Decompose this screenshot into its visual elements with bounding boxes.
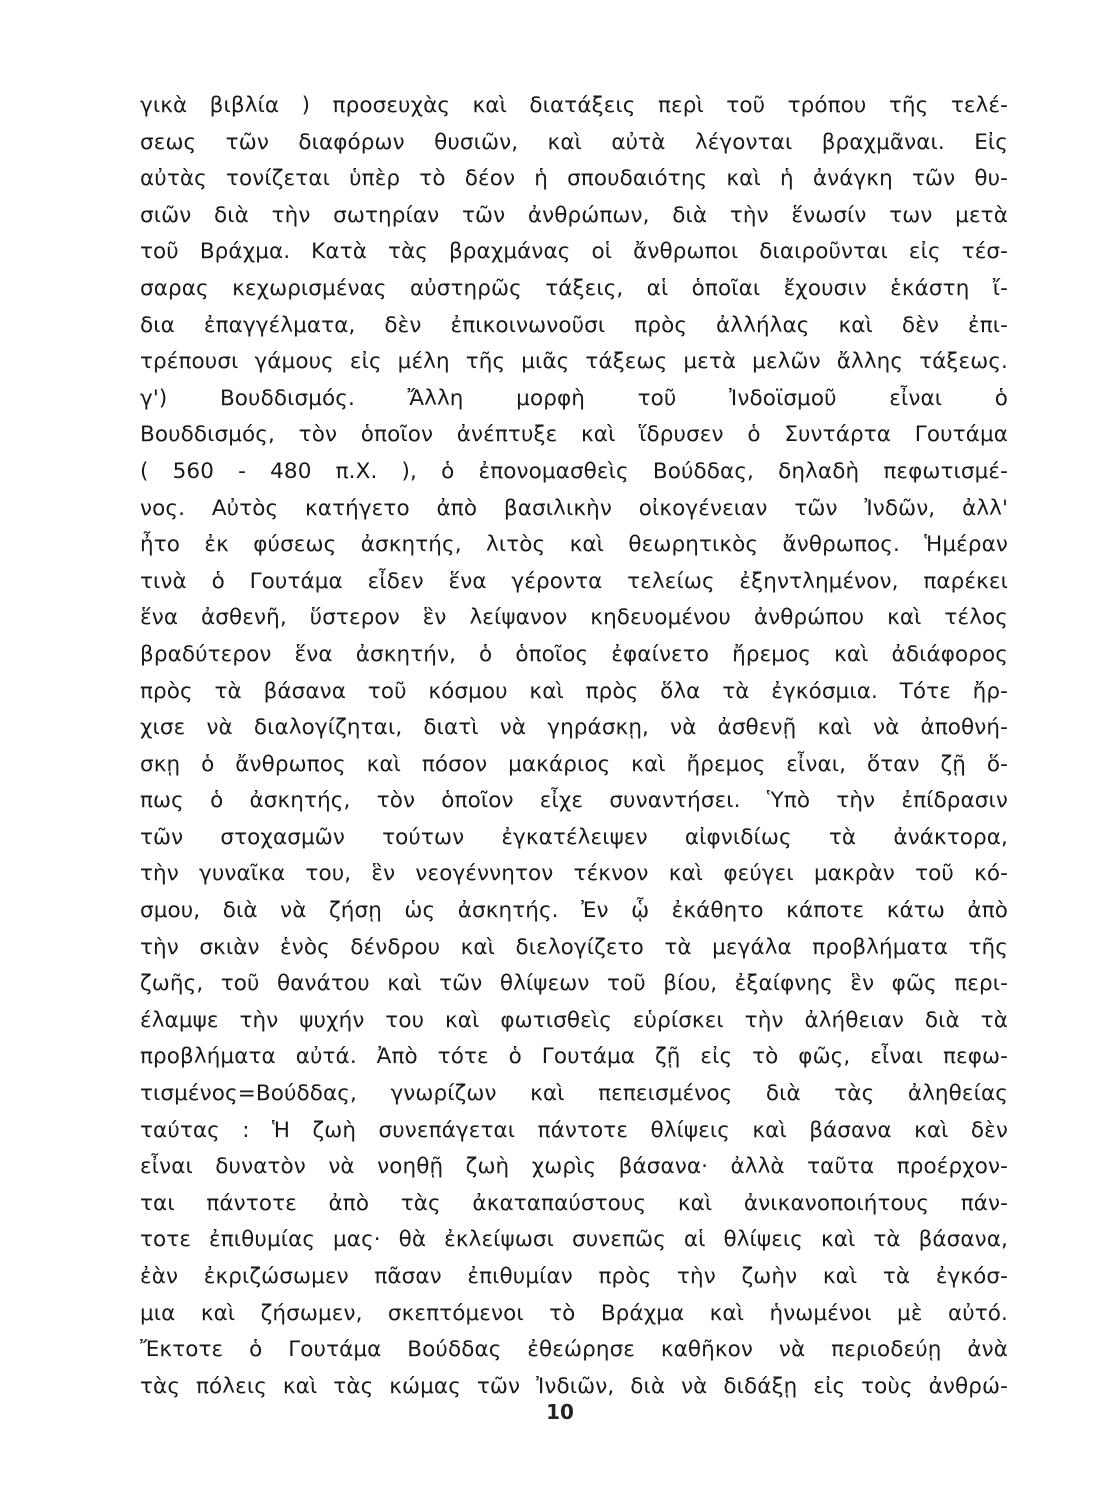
body-text xyxy=(140,88,1008,1405)
text-line: γ') Βουδδισμός. Ἄλλη μορφὴ τοῦ Ἰνδοϊσμοῦ εἶναι ὁ xyxy=(140,385,1008,411)
text-line: ἕνα ἀσθενῆ, ὕστερον ἓν λείψανον κηδευομένου ἀνθρώπου καὶ τέλος xyxy=(140,605,1008,631)
text-line: ταύτας : Ἡ ζωὴ συνεπάγεται πάντοτε θλίψεις καὶ βάσανα καὶ δὲν xyxy=(140,1117,1008,1143)
text-line: εἶναι δυνατὸν νὰ νοηθῇ ζωὴ χωρὶς βάσανα· ἀλλὰ ταῦτα προέρχον- xyxy=(140,1154,1008,1180)
text-line: τὴν σκιὰν ἑνὸς δένδρου καὶ διελογίζετο τὰ μεγάλα προβλήματα τῆς xyxy=(140,934,1008,960)
text-line: πως ὁ ἀσκητής, τὸν ὁποῖον εἶχε συναντήσει. Ὑπὸ τὴν ἐπίδρασιν xyxy=(140,788,1008,814)
text-line: χισε νὰ διαλογίζηται, διατὶ νὰ γηράσκῃ, νὰ ἀσθενῇ καὶ νὰ ἀποθνή- xyxy=(140,715,1008,741)
text-line: τοῦ Βράχμα. Κατὰ τὰς βραχμάνας οἱ ἄνθρωποι διαιροῦνται εἰς τέσ- xyxy=(140,239,1008,265)
text-line: ἐὰν ἐκριζώσωμεν πᾶσαν ἐπιθυμίαν πρὸς τὴν ζωὴν καὶ τὰ ἐγκόσ- xyxy=(140,1264,1008,1289)
text-line: δια ἐπαγγέλματα, δὲν ἐπικοινωνοῦσι πρὸς ἀλλήλας καὶ δὲν ἐπι- xyxy=(140,312,1008,338)
text-line: ἦτο ἐκ φύσεως ἀσκητής, λιτὸς καὶ θεωρητικὸς ἄνθρωπος. Ἡμέραν xyxy=(140,532,1008,558)
text-line: ζωῆς, τοῦ θανάτου καὶ τῶν θλίψεων τοῦ βίου, ἐξαίφνης ἓν φῶς περι- xyxy=(140,971,1008,997)
text-line: σαρας κεχωρισμένας αὐστηρῶς τάξεις, αἱ ὁποῖαι ἔχουσιν ἑκάστη ἴ- xyxy=(140,275,1008,301)
text-line: τοτε ἐπιθυμίας μας· θὰ ἐκλείψωσι συνεπῶς αἱ θλίψεις καὶ τὰ βάσανα, xyxy=(140,1227,1008,1253)
text-line: Βουδδισμός, τὸν ὁποῖον ἀνέπτυξε καὶ ἵδρυσεν ὁ Συντάρτα Γουτάμα xyxy=(140,422,1008,448)
text-line: γικὰ βιβλία ) προσευχὰς καὶ διατάξεις περὶ τοῦ τρόπου τῆς τελέ- xyxy=(140,93,1008,118)
text-line: τισμένος=Βούδδας, γνωρίζων καὶ πεπεισμένος διὰ τὰς ἀληθείας xyxy=(140,1081,1008,1107)
text-line: τῶν στοχασμῶν τούτων ἐγκατέλειψεν αἰφνιδίως τὰ ἀνάκτορα, xyxy=(140,824,1008,850)
text-line: Ἔκτοτε ὁ Γουτάμα Βούδδας ἐθεώρησε καθῆκον νὰ περιοδεύῃ ἀνὰ xyxy=(140,1337,1008,1363)
text-line: σμου, διὰ νὰ ζήσῃ ὡς ἀσκητής. Ἐν ᾧ ἐκάθητο κάποτε κάτω ἀπὸ xyxy=(140,898,1008,924)
text-line: νος. Αὐτὸς κατήγετο ἀπὸ βασιλικὴν οἰκογένειαν τῶν Ἰνδῶν, ἀλλ' xyxy=(140,495,1008,521)
text-line: τὴν γυναῖκα του, ἓν νεογέννητον τέκνον καὶ φεύγει μακρὰν τοῦ κό- xyxy=(140,861,1008,887)
text-line: ( 560 - 480 π.Χ. ), ὁ ἐπονομασθεὶς Βούδδας, δηλαδὴ πεφωτισμέ- xyxy=(140,458,1008,484)
text-line: σκῃ ὁ ἄνθρωπος καὶ πόσον μακάριος καὶ ἤρεμος εἶναι, ὅταν ζῇ ὅ- xyxy=(140,751,1008,777)
text-line: τινὰ ὁ Γουτάμα εἶδεν ἕνα γέροντα τελείως ἐξηντλημένον, παρέκει xyxy=(140,568,1008,594)
page-number: 10 xyxy=(546,1400,574,1424)
text-line: σιῶν διὰ τὴν σωτηρίαν τῶν ἀνθρώπων, διὰ τὴν ἕνωσίν των μετὰ xyxy=(140,202,1008,228)
text-line: μια καὶ ζήσωμεν, σκεπτόμενοι τὸ Βράχμα καὶ ἡνωμένοι μὲ αὐτό. xyxy=(140,1300,1008,1326)
text-line: βραδύτερον ἕνα ἀσκητήν, ὁ ὁποῖος ἐφαίνετο ἤρεμος καὶ ἀδιάφορος xyxy=(140,641,1008,667)
text-line: σεως τῶν διαφόρων θυσιῶν, καὶ αὐτὰ λέγονται βραχμᾶναι. Εἰς xyxy=(140,129,1008,155)
text-line: τὰς πόλεις καὶ τὰς κώμας τῶν Ἰνδιῶν, διὰ νὰ διδάξῃ εἰς τοὺς ἀνθρώ- xyxy=(140,1373,1008,1399)
text-line: τρέπουσι γάμους εἰς μέλη τῆς μιᾶς τάξεως μετὰ μελῶν ἄλλης τάξεως. xyxy=(140,349,1008,375)
text-line: έλαμψε τὴν ψυχήν του καὶ φωτισθεὶς εὑρίσκει τὴν ἀλήθειαν διὰ τὰ xyxy=(140,1007,1008,1033)
text-line: πρὸς τὰ βάσανα τοῦ κόσμου καὶ πρὸς ὅλα τὰ ἐγκόσμια. Τότε ἤρ- xyxy=(140,678,1008,704)
text-line: αὐτὰς τονίζεται ὑπὲρ τὸ δέον ἡ σπουδαιότης καὶ ἡ ἀνάγκη τῶν θυ- xyxy=(140,166,1008,192)
text-line: προβλήματα αὐτά. Ἀπὸ τότε ὁ Γουτάμα ζῇ εἰς τὸ φῶς, εἶναι πεφω- xyxy=(140,1044,1008,1070)
text-line: ται πάντοτε ἀπὸ τὰς ἀκαταπαύστους καὶ ἀνικανοποιήτους πάν- xyxy=(140,1190,1008,1216)
